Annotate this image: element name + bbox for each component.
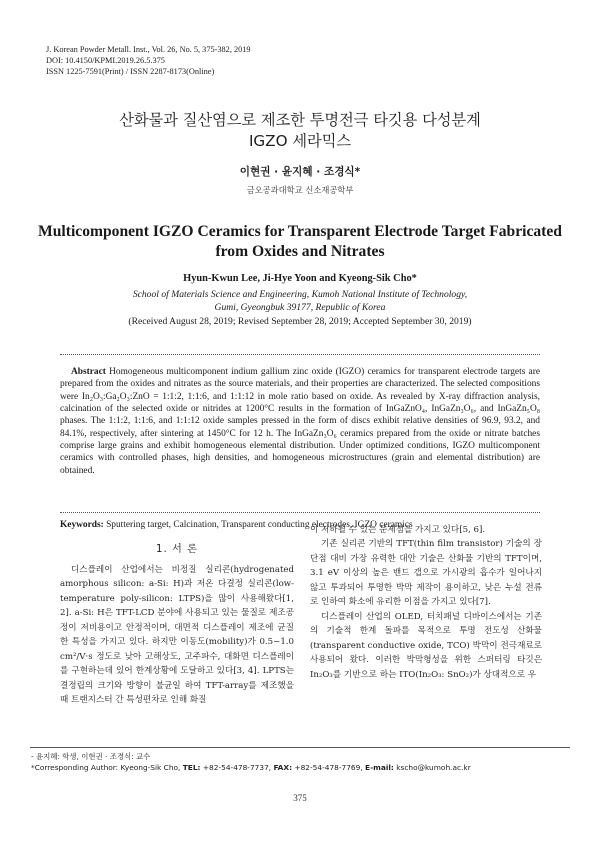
english-authors: Hyun-Kwun Lee, Ji-Hye Yoon and Kyeong-Sik Cho* bbox=[183, 273, 417, 284]
email-address: kscho@kumoh.ac.kr bbox=[393, 763, 471, 772]
korean-title-line-2: IGZO 세라믹스 bbox=[248, 132, 352, 150]
right-column bbox=[310, 523, 542, 682]
tel-label: TEL: bbox=[182, 763, 201, 772]
bottom-dotted-divider bbox=[60, 512, 540, 513]
fax-label: FAX: bbox=[273, 763, 293, 772]
korean-affiliation: 금오공과대학교 신소재공학부 bbox=[246, 185, 354, 195]
author-roles-footnote: - 윤지혜: 학생, 이현권 · 조경식: 교수 bbox=[31, 752, 151, 761]
english-title-line-2: from Oxides and Nitrates bbox=[215, 243, 385, 260]
abstract-text: Homogeneous multicomponent indium gallium zinc oxide (IGZO) ceramics for transparent electrode targets are prepared from the oxides and nitrates as the source materials, and their properties are characterized. The selected compositions were In₂O₃:Ga₂O₃:ZnO = 1:1:2, 1:1:6, and 1:1:12 in mole ratio based on oxide. As revealed by X-ray diffraction analysis, calcination of the selected oxide or nitrides at 1200°C results in the formation of InGaZnO₄, InGaZn₃O₆, and InGaZn₅O₈ phases. The 1:1:2, 1:1:6, and 1:1:12 oxide samples pressed in the form of discs exhibit relative densities of 96.9, 93.2, and 84.1%, respectively, after sintering at 1450°C for 12 h. The InGaZn₃O₆ ceramics prepared from the oxide or nitrate batches comprise large grains and exhibit homogeneous elemental distribution. Under optimized conditions, IGZO multicomponent ceramics with controlled phases, high densities, and homogeneous microstructures (grain and elemental distribution) are obtained. bbox=[60, 367, 540, 476]
fax-number: +82-54-478-7769, bbox=[292, 763, 366, 772]
english-title bbox=[0, 222, 600, 262]
english-affiliation-line-2: Gumi, Gyeongbuk 39177, Republic of Korea bbox=[214, 301, 386, 313]
korean-authors: 이현권 · 윤지혜 · 조경식* bbox=[239, 166, 361, 178]
footnote-rule bbox=[30, 747, 570, 748]
footnotes bbox=[31, 751, 471, 773]
korean-title-line-1: 산화물과 질산염으로 제조한 투명전극 타깃용 다성분계 bbox=[119, 111, 481, 129]
paragraph: 기존 실리콘 기반의 TFT(thin film transistor) 기술의 장단점 대비 가장 유력한 대안 기술은 산화물 기반의 TFT이며, 3.1 eV 이상의 높은 밴드 갭으로 가시광의 흡수가 일어나지 않고 투과되어 투명한 박막 제작이 용이하고, 낮은 누설 전류로 인하여 화소에 유리한 이점을 가지고 있다[7]. bbox=[310, 539, 542, 608]
doi-line: DOI: 10.4150/KPMI.2019.26.5.375 bbox=[46, 56, 165, 65]
paragraph-continuation: 이 저하될 수 있는 문제점을 가지고 있다[5, 6]. bbox=[310, 525, 486, 535]
top-dotted-divider bbox=[60, 354, 540, 355]
korean-title bbox=[0, 110, 600, 152]
english-affiliation bbox=[0, 289, 600, 314]
english-title-line-1: Multicomponent IGZO Ceramics for Transparent Electrode Target Fabricated bbox=[38, 223, 562, 240]
page-number: 375 bbox=[293, 793, 307, 803]
abstract bbox=[60, 366, 540, 477]
keywords-label: Keywords: bbox=[60, 520, 104, 530]
paragraph: 디스플레이 산업에서는 비정질 실리콘(hydrogenated amorphous silicon: a-Si: H)과 저온 다결정 실리콘(low-temperature poly-silicon: LTPS)을 많이 사용해왔다[1, 2]. a-Si: H은 TFT-LCD 분야에 사용되고 있는 물질로 제조공정이 저비용이고 안정적이며, 대면적 디스플레이 제조에 균질한 특성을 가지고 있다. 하지만 이동도(mobility)가 0.5~1.0 cm²/V·s 정도로 낮아 고해상도, 고주파수, 대화면 디스플레이를 구현하는데 있어 한계상황에 도달하고 있다[3, 4]. LPTS는 결정립의 크기와 방향이 불균일 하여 TFT-array를 제조했을 때 트랜지스터 간 특성편차로 인해 화질 bbox=[60, 565, 294, 706]
english-affiliation-line-1: School of Materials Science and Engineering, Kumoh National Institute of Technology, bbox=[132, 289, 468, 300]
issn-line: ISSN 1225-7591(Print) / ISSN 2287-8173(Online) bbox=[46, 67, 215, 76]
journal-citation: J. Korean Powder Metall. Inst., Vol. 26, No. 5, 375-382, 2019 bbox=[46, 45, 251, 54]
abstract-label: Abstract bbox=[71, 367, 106, 377]
journal-header bbox=[46, 44, 251, 77]
corresponding-author-name: *Corresponding Author: Kyeong-Sik Cho, bbox=[31, 763, 183, 772]
left-column bbox=[60, 563, 294, 708]
received-dates: (Received August 28, 2019; Revised September 28, 2019; Accepted September 30, 2019) bbox=[128, 316, 472, 327]
email-label: E-mail: bbox=[365, 763, 394, 772]
tel-number: +82-54-478-7737, bbox=[200, 763, 274, 772]
keywords-text: Sputtering target, Calcination, Transparent conducting electrodes, IGZO ceramics bbox=[106, 520, 413, 530]
section-heading-introduction: 1. 서 론 bbox=[156, 544, 198, 555]
paragraph: 디스플레이 산업의 OLED, 터치패널 디바이스에서는 기존의 기술적 한계 돌파를 목적으로 투명 전도성 산화물(transparent conductive oxide, TCO) 박막이 전극재료로 사용되어 왔다. 이러한 박막형성을 위한 스퍼터링 타깃은 In₂O₃를 기반으로 하는 ITO(In₂O₃: SnO₂)가 상대적으로 우 bbox=[310, 611, 542, 680]
corresponding-author-footnote bbox=[31, 762, 471, 773]
